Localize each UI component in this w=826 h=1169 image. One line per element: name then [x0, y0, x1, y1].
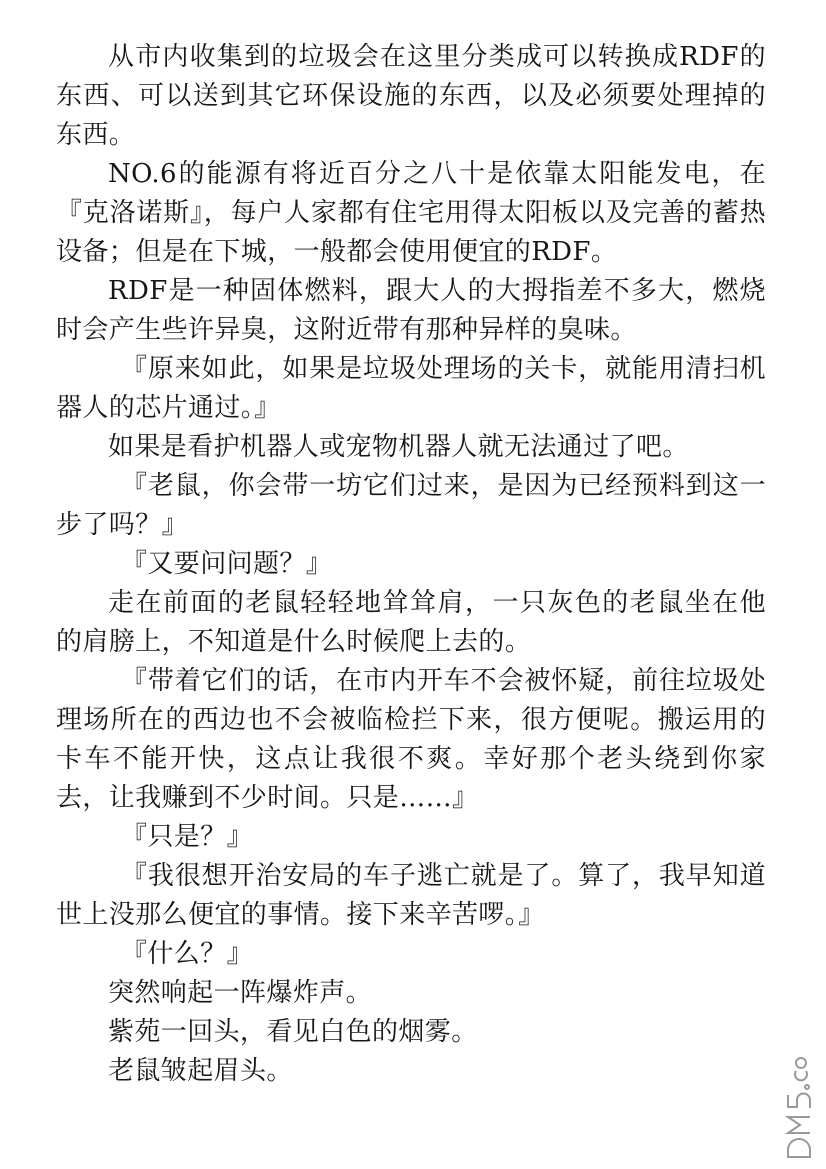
- novel-text-body: [56, 38, 766, 1091]
- paragraph-15: 老鼠皱起眉头。: [108, 1056, 293, 1086]
- paragraph-12: 『什么？』: [121, 939, 254, 969]
- dm5-watermark-logo-icon: [784, 1049, 820, 1159]
- paragraph-2: NO.6的能源有将近百分之八十是依靠太阳能发电，在『克洛诺斯』，每户人家都有住宅用得太阳板以及完善的蓄热设备；但是在下城，一般都会使用便宜的RDF。: [56, 159, 766, 267]
- paragraph-10: 『只是？』: [121, 822, 254, 852]
- paragraph-7: 『又要问问题？』: [121, 549, 333, 579]
- paragraph-14: 紫苑一回头，看见白色的烟雾。: [108, 1017, 478, 1047]
- watermark-graphic: [784, 1049, 820, 1159]
- paragraph-13: 突然响起一阵爆炸声。: [108, 978, 373, 1008]
- paragraph-3: RDF是一种固体燃料，跟大人的大拇指差不多大，燃烧时会产生些许异臭，这附近带有那种异样的臭味。: [56, 276, 766, 345]
- paragraph-5: 如果是看护机器人或宠物机器人就无法通过了吧。: [108, 432, 689, 462]
- paragraph-1: 从市内收集到的垃圾会在这里分类成可以转换成RDF的东西、可以送到其它环保设施的东西，以及必须要处理掉的东西。: [56, 42, 766, 150]
- paragraph-11: 『我很想开治安局的车子逃亡就是了。算了，我早知道世上没那么便宜的事情。接下来辛苦啰。』: [56, 861, 766, 930]
- paragraph-4: 『原来如此，如果是垃圾处理场的关卡，就能用清扫机器人的芯片通过。』: [56, 354, 766, 423]
- paragraph-6: 『老鼠，你会带一坊它们过来，是因为已经预料到这一步了吗？』: [56, 471, 766, 540]
- paragraph-9: 『带着它们的话，在市内开车不会被怀疑，前往垃圾处理场所在的西边也不会被临检拦下来，很方便呢。搬运用的卡车不能开快，这点让我很不爽。幸好那个老头绕到你家去，让我赚到不少时间。只是……』: [56, 666, 766, 813]
- paragraph-8: 走在前面的老鼠轻轻地耸耸肩，一只灰色的老鼠坐在他的肩膀上，不知道是什么时候爬上去的。: [56, 588, 766, 657]
